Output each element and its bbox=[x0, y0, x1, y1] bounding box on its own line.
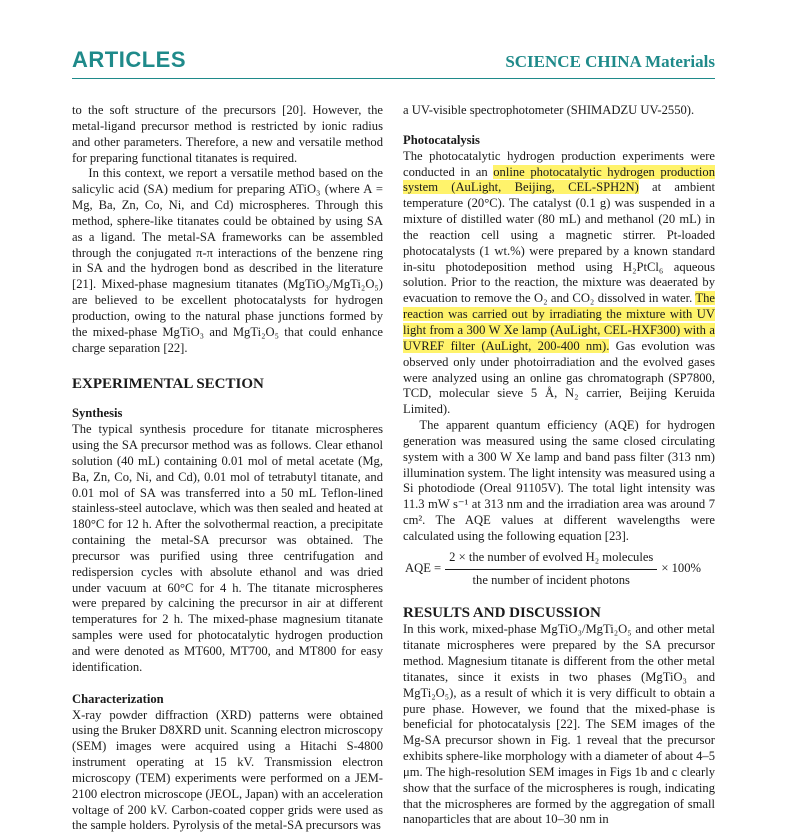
equation-denominator: the number of incident photons bbox=[472, 572, 630, 587]
synthesis-paragraph: The typical synthesis procedure for titanate microspheres using the SA precursor method was as follows. Clear ethanol solution (40 mL) containing 0.01 mol of metal acetate (Mg, Ba, Zn, Co, Ni, and Cd), 0.01 mol of tetrabutyl titanate, and 0.01 mol of SA was transferred into a 50 mL Teflon-lined stainless-steel autoclave, which was then sealed and heated at 180°C for 12 h. After the solvothermal reaction, a precipitate containing the metal-SA precursor was obtained. The precursor was purified using three centrifugation and redispersion cycles with absolute ethanol and was dried under vacuum at 60°C for 4 h. The titanate microspheres were prepared by calcining the precursor in air at different temperatures for 2 h. The mixed-phase magnesium titanate samples were used for photocatalytic hydrogen production and were denoted as MT600, MT700, and MT800 for easy identification. bbox=[72, 422, 383, 674]
photocatalysis-text-2: at ambient temperature (20°C). The catalyst (0.1 g) was suspended in a mixture of distilled water (80 mL) and methanol (20 mL) in the reaction cell using a magnetic stirrer. Pt-loaded photocatalysts (1 wt.%) were prepared by a known standard in-situ photodeposition method using H₂PtCl₆ aqueous solution. Prior to the reaction, the mixture was deaerated by evacuation to remove the O₂ and CO₂ dissolved in water. bbox=[403, 180, 715, 306]
intro-paragraph-1: to the soft structure of the precursors [20]. However, the metal-ligand precursor method is restricted by ionic radius and other parameters. Therefore, a new and versatile method for preparing functional titanates is required. bbox=[72, 103, 383, 165]
equation-numerator: 2 × the number of evolved H₂ molecules bbox=[445, 550, 657, 570]
intro-paragraph-2: In this context, we report a versatile method based on the salicylic acid (SA) medium for preparing ATiO₃ (where A = Mg, Ba, Zn, Co, Ni, and Cd) microspheres. Through this method, sphere-like titanates could be obtained by using SA as a ligand. The metal-SA frameworks can be assembled through the conjugated π-π interactions of the benzene ring in SA and the hydrogen bond as described in the literature [21]. Mixed-phase magnesium titanates (MgTiO₃/MgTi₂O₅) are believed to be excellent photocatalysts for hydrogen production, owing to the natural phase junctions formed by the mixed-phase MgTiO₃ and MgTi₂O₅ that could enhance charge separation [22]. bbox=[72, 166, 383, 355]
experimental-section-heading: EXPERIMENTAL SECTION bbox=[72, 375, 264, 392]
aqe-equation bbox=[405, 550, 715, 589]
photocatalysis-paragraph bbox=[403, 149, 715, 418]
right-column bbox=[403, 103, 715, 828]
results-heading: RESULTS AND DISCUSSION bbox=[403, 605, 601, 622]
equation-lhs: AQE = bbox=[405, 561, 442, 576]
photocatalysis-text-1: The photocatalytic hydrogen production experiments were conducted in an bbox=[403, 148, 715, 179]
header-rule bbox=[72, 78, 715, 79]
aqe-paragraph: The apparent quantum efficiency (AQE) for hydrogen generation was measured using the same closed circulating system with a 300 W Xe lamp and band pass filter (313 nm) illumination system. The light intensity was measured using a Si photodiode (Oreal 91105V). The total light intensity was 11.3 mW s⁻¹ at 313 nm and the irradiation area was around 7 cm². The AQE values at different wavelengths were calculated using the following equation [23]. bbox=[403, 418, 715, 543]
highlighted-text-irradiation: The reaction was carried out by irradiating the mixture with UV light from a 300 W Xe lamp (AuLight, CEL-HXF300) with a UVREF filter (AuLight, 200-400 nm). bbox=[403, 291, 715, 353]
characterization-paragraph: X-ray powder diffraction (XRD) patterns were obtained using the Bruker D8XRD unit. Scanning electron microscopy (SEM) images were acquired using a Hitachi S-4800 instrument operating at 15 kV. Transmission electron microscopy (TEM) experiments were performed on a JEM-2100 electron microscope (JEOL, Japan) with an acceleration voltage of 200 kV. Carbon-coated copper grids were used as the sample holders. Pyrolysis of the metal-SA precursors was bbox=[72, 707, 383, 833]
characterization-heading: Characterization bbox=[72, 691, 164, 706]
journal-name: SCIENCE CHINA Materials bbox=[505, 52, 715, 71]
equation-rhs: × 100% bbox=[661, 561, 701, 576]
photocatalysis-heading: Photocatalysis bbox=[403, 132, 480, 147]
equation-fraction bbox=[445, 550, 657, 589]
left-column bbox=[72, 103, 383, 834]
highlighted-text-system: online photocatalytic hydrogen production system (AuLight, Beijing, CEL-SPH2N) bbox=[403, 164, 715, 195]
section-label: ARTICLES bbox=[72, 47, 186, 72]
photocatalysis-text-3: Gas evolution was observed only under photoirradiation and the evolved gases were analyzed using an online gas chromatograph (SP7800, TCD, molecular sieve 5 Å, N₂ carrier, Beijing Keruida Limited). bbox=[403, 338, 715, 417]
synthesis-heading: Synthesis bbox=[72, 406, 123, 421]
carryover-paragraph: a UV-visible spectrophotometer (SHIMADZU UV-2550). bbox=[403, 103, 695, 117]
results-paragraph: In this work, mixed-phase MgTiO₃/MgTi₂O₅ and other metal titanate microspheres were prepared by the SA precursor method. Magnesium titanate is different from the other metal titanates, since it exists in two phases (MgTiO₃ and MgTi₂O₅), as a result of which it is very difficult to obtain a pure phase. However, we found that the mixed-phase is beneficial for photocatalysis [22]. The SEM images of the Mg-SA precursor shown in Fig. 1 reveal that the precursor exhibits sphere-like morphology with a diameter of about 4–5 μm. The high-resolution SEM images in Figs 1b and c clearly show that the surface of the microspheres is rough, indicating that the microspheres are formed by the aggregation of small nanoparticles that are about 10–30 nm in bbox=[403, 622, 715, 827]
